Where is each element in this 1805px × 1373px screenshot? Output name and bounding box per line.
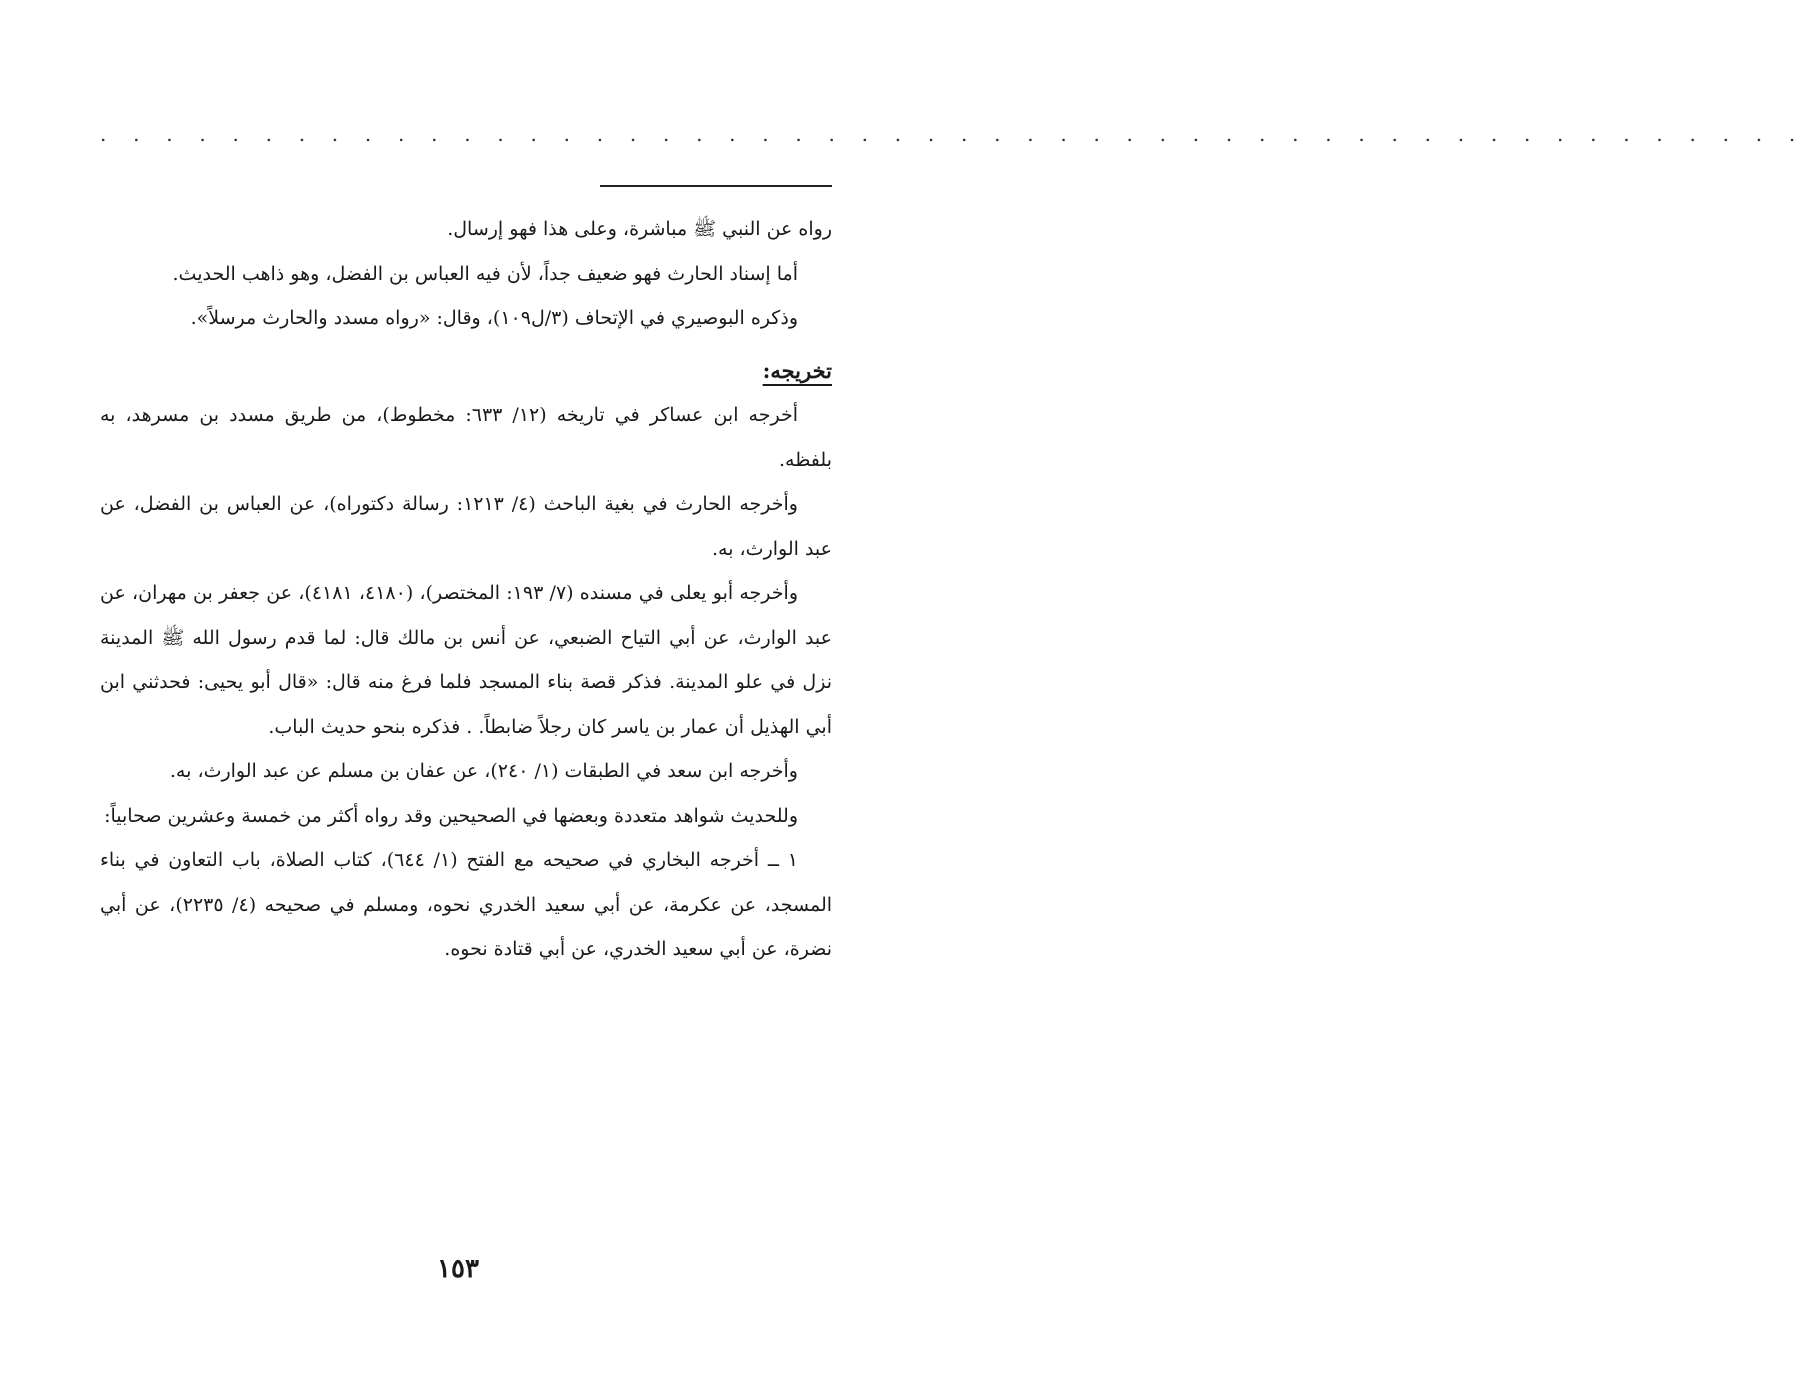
section-heading: تخريجه:: [762, 357, 832, 383]
body-paragraph-6: ١ ــ أخرجه البخاري في صحيحه مع الفتح (١/ ٦٤٤)، كتاب الصلاة، باب التعاون في بناء المسجد، عن عكرمة، عن أبي سعيد الخدري نحوه، ومسلم في صحيحه (٤/ ٢٢٣٥)، عن أبي نضرة، عن أبي سعيد الخدري، عن أبي قتادة نحوه.: [100, 849, 833, 960]
page-number: ١٥٣: [437, 1254, 479, 1284]
footnote-paragraph-3: وذكره البوصيري في الإتحاف (٣/ل١٠٩)، وقال: «رواه مسدد والحارث مرسلاً».: [190, 307, 798, 329]
body-paragraph-3: وأخرجه أبو يعلى في مسنده (٧/ ١٩٣: المختصر)، (٤١٨٠، ٤١٨١)، عن جعفر بن مهران، عن عبد الوارث، عن أبي التياح الضبعي، عن أنس بن مالك قال: لما قدم رسول الله ﷺ المدينة نزل في علو المدينة. فذكر قصة بناء المسجد فلما فرغ منه قال: «قال أبو يحيى: فحدثني ابن أبي الهذيل أن عمار بن ياسر كان رجلاً ضابطاً. . فذكره بنحو حديث الباب.: [100, 582, 832, 738]
text-body: [100, 207, 832, 972]
body-paragraph-5: وللحديث شواهد متعددة وبعضها في الصحيحين وقد رواه أكثر من خمسة وعشرين صحابياً:: [104, 804, 798, 827]
body-paragraph-2: وأخرجه الحارث في بغية الباحث (٤/ ١٢١٣: رسالة دكتوراه)، عن العباس بن الفضل، عن عبد الوارث، به.: [100, 493, 832, 560]
footnote-paragraph-1: رواه عن النبي ﷺ مباشرة، وعلى هذا فهو إرسال.: [447, 218, 832, 240]
footnote-rule: [600, 185, 832, 187]
body-paragraph-4: وأخرجه ابن سعد في الطبقات (١/ ٢٤٠)، عن عفان بن مسلم عن عبد الوارث، به.: [169, 760, 798, 782]
body-paragraph-1: أخرجه ابن عساكر في تاريخه (١٢/ ٦٣٣: مخطوط)، من طريق مسدد بن مسرهد، به بلفظه.: [100, 404, 832, 471]
dotted-separator: . . . . . . . . . . . . . . . . . . . . . . . . . . . . . . . . . . . . . . . . . . . . . . . . . . . .: [100, 122, 1805, 146]
footnote-paragraph-2: أما إسناد الحارث فهو ضعيف جداً، لأن فيه العباس بن الفضل، وهو ذاهب الحديث.: [172, 262, 798, 285]
